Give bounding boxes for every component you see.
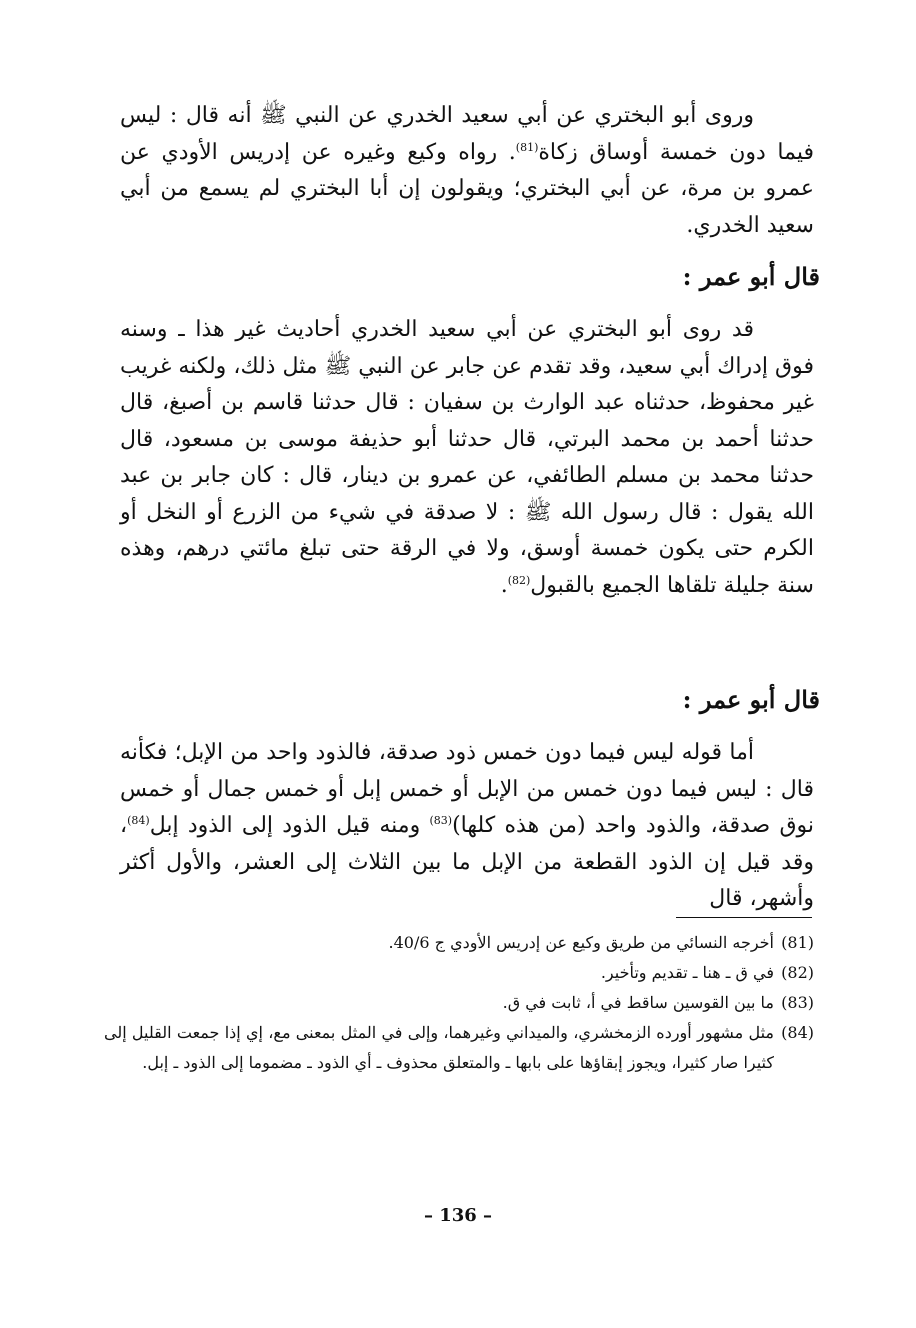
paragraph-3-text-mid: ومنه قيل الذود إلى الذود إبل xyxy=(149,813,430,838)
footnote-text: مثل مشهور أورده الزمخشري، والميداني وغيرهما، وإلى في المثل بمعنى مع، إي إذا جمعت القليل إلى كثيرا صار كثيرا، ويجوز إبقاؤها على بابها ـ والمتعلق محذوف ـ أي الذود ـ مضموما إلى الذود ـ إبل. xyxy=(104,1023,774,1072)
paragraph-1 xyxy=(120,98,814,244)
page-number: – 136 – xyxy=(423,1205,493,1226)
footnote-text: ما بين القوسين ساقط في أ، ثابت في ق. xyxy=(502,993,774,1012)
footnotes-list xyxy=(104,928,814,1078)
footnote-item xyxy=(104,1018,814,1078)
footnote-number: (84) xyxy=(781,1023,814,1042)
paragraph-3-text-after: ، وقد قيل إن الذود القطعة من الإبل ما بين الثلاث إلى العشر، والأول أكثر وأشهر، قال xyxy=(120,813,814,911)
paragraph-1-text: وروى أبو البختري عن أبي سعيد الخدري عن النبي ﷺ أنه قال : ليس فيما دون خمسة أوساق زكاة xyxy=(120,103,814,165)
footnote-ref-81: (81) xyxy=(515,140,539,154)
footnote-item xyxy=(104,958,814,988)
paragraph-3-text: أما قوله ليس فيما دون خمس ذود صدقة، فالذود واحد من الإبل؛ فكأنه قال : ليس فيما دون خمس من الإبل أو خمس إبل أو خمس جمال أو خمس نوق صدقة، والذود واحد (من هذه كلها) xyxy=(120,740,815,838)
footnote-item xyxy=(104,928,814,958)
footnote-item xyxy=(104,988,814,1018)
heading-abu-umar-2: قال أبو عمر : xyxy=(682,685,820,714)
paragraph-2 xyxy=(120,312,814,604)
footnote-number: (81) xyxy=(781,933,814,952)
footnote-separator xyxy=(676,917,812,918)
footnote-text: أخرجه النسائي من طريق وكيع عن إدريس الأودي ج 40/6. xyxy=(388,933,774,952)
footnote-text: في ق ـ هنا ـ تقديم وتأخير. xyxy=(600,963,774,982)
paragraph-2-text-after: . xyxy=(500,572,508,598)
footnote-number: (82) xyxy=(781,963,814,982)
footnote-number: (83) xyxy=(781,993,814,1012)
paragraph-2-text: قد روى أبو البختري عن أبي سعيد الخدري أحاديث غير هذا ـ وسنه فوق إدراك أبي سعيد، وقد تقدم عن جابر عن النبي ﷺ مثل ذلك، ولكنه غريب غير محفوظ، حدثناه عبد الوارث بن سفيان : قال حدثنا قاسم بن أصبغ، قال حدثنا أحمد بن محمد البرتي، قال حدثنا أبو حذيفة موسى بن مسعود، قال حدثنا محمد بن مسلم الطائفي، عن عمرو بن دينار، قال : كان جابر بن عبد الله يقول : قال رسول الله ﷺ : لا صدقة في شيء من الزرع أو النخل أو الكرم حتى يكون خمسة أوسق، ولا في الرقة حتى تبلغ مائتي درهم، وهذه سنة جليلة تلقاها الجميع بالقبول xyxy=(120,317,815,598)
footnote-ref-82: (82) xyxy=(507,573,531,587)
paragraph-1-text-after: . رواه وكيع وغيره عن إدريس الأودي عن عمرو بن مرة، عن أبي البختري؛ ويقولون إن أبا البختري لم يسمع من أبي سعيد الخدري. xyxy=(120,139,814,238)
heading-abu-umar-1: قال أبو عمر : xyxy=(682,262,820,291)
paragraph-3 xyxy=(120,735,814,918)
footnote-ref-84: (84) xyxy=(127,814,150,827)
footnote-ref-83: (83) xyxy=(429,814,453,827)
